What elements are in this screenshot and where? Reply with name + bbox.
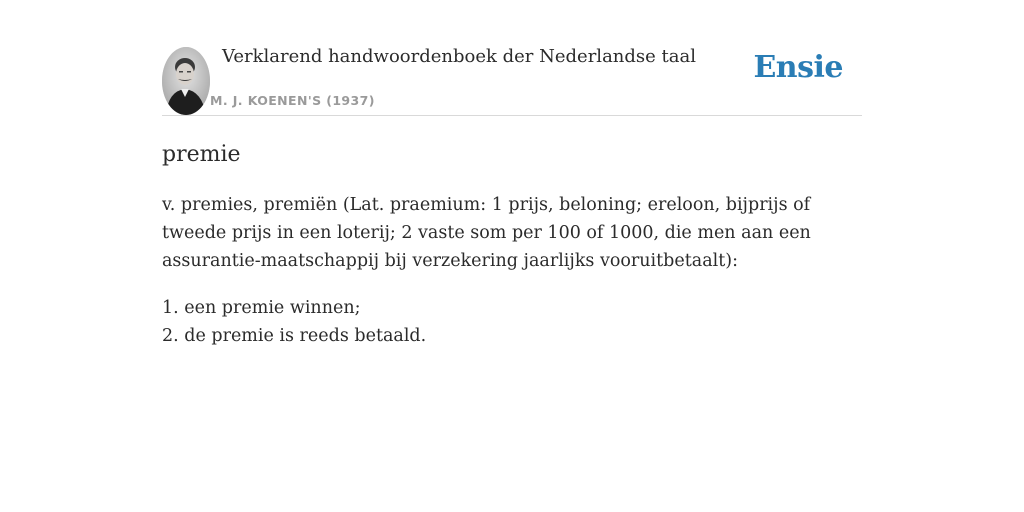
author-portrait (162, 47, 210, 115)
entry-definition: v. premies, premiën (Lat. praemium: 1 prijs, beloning; ereloon, bijprijs of tweede prijs in een loterij; 2 vaste som per 100 of 1000, die men aan een assurantie-maatschappij bij verzekering jaarlijks vooruitbetaalt): (162, 195, 811, 271)
example-item: 2. de premie is reeds betaald. (162, 326, 427, 346)
dictionary-header (162, 40, 862, 116)
page-content (162, 40, 862, 350)
entry-headword: premie (162, 142, 241, 167)
ensie-logo-link[interactable]: Ensie (753, 50, 843, 85)
book-author: M. J. KOENEN'S (1937) (210, 93, 375, 108)
entry-examples (162, 294, 862, 350)
book-title: Verklarend handwoordenboek der Nederlandse taal (222, 46, 696, 67)
example-item: 1. een premie winnen; (162, 298, 361, 318)
author-portrait-image (162, 47, 210, 115)
